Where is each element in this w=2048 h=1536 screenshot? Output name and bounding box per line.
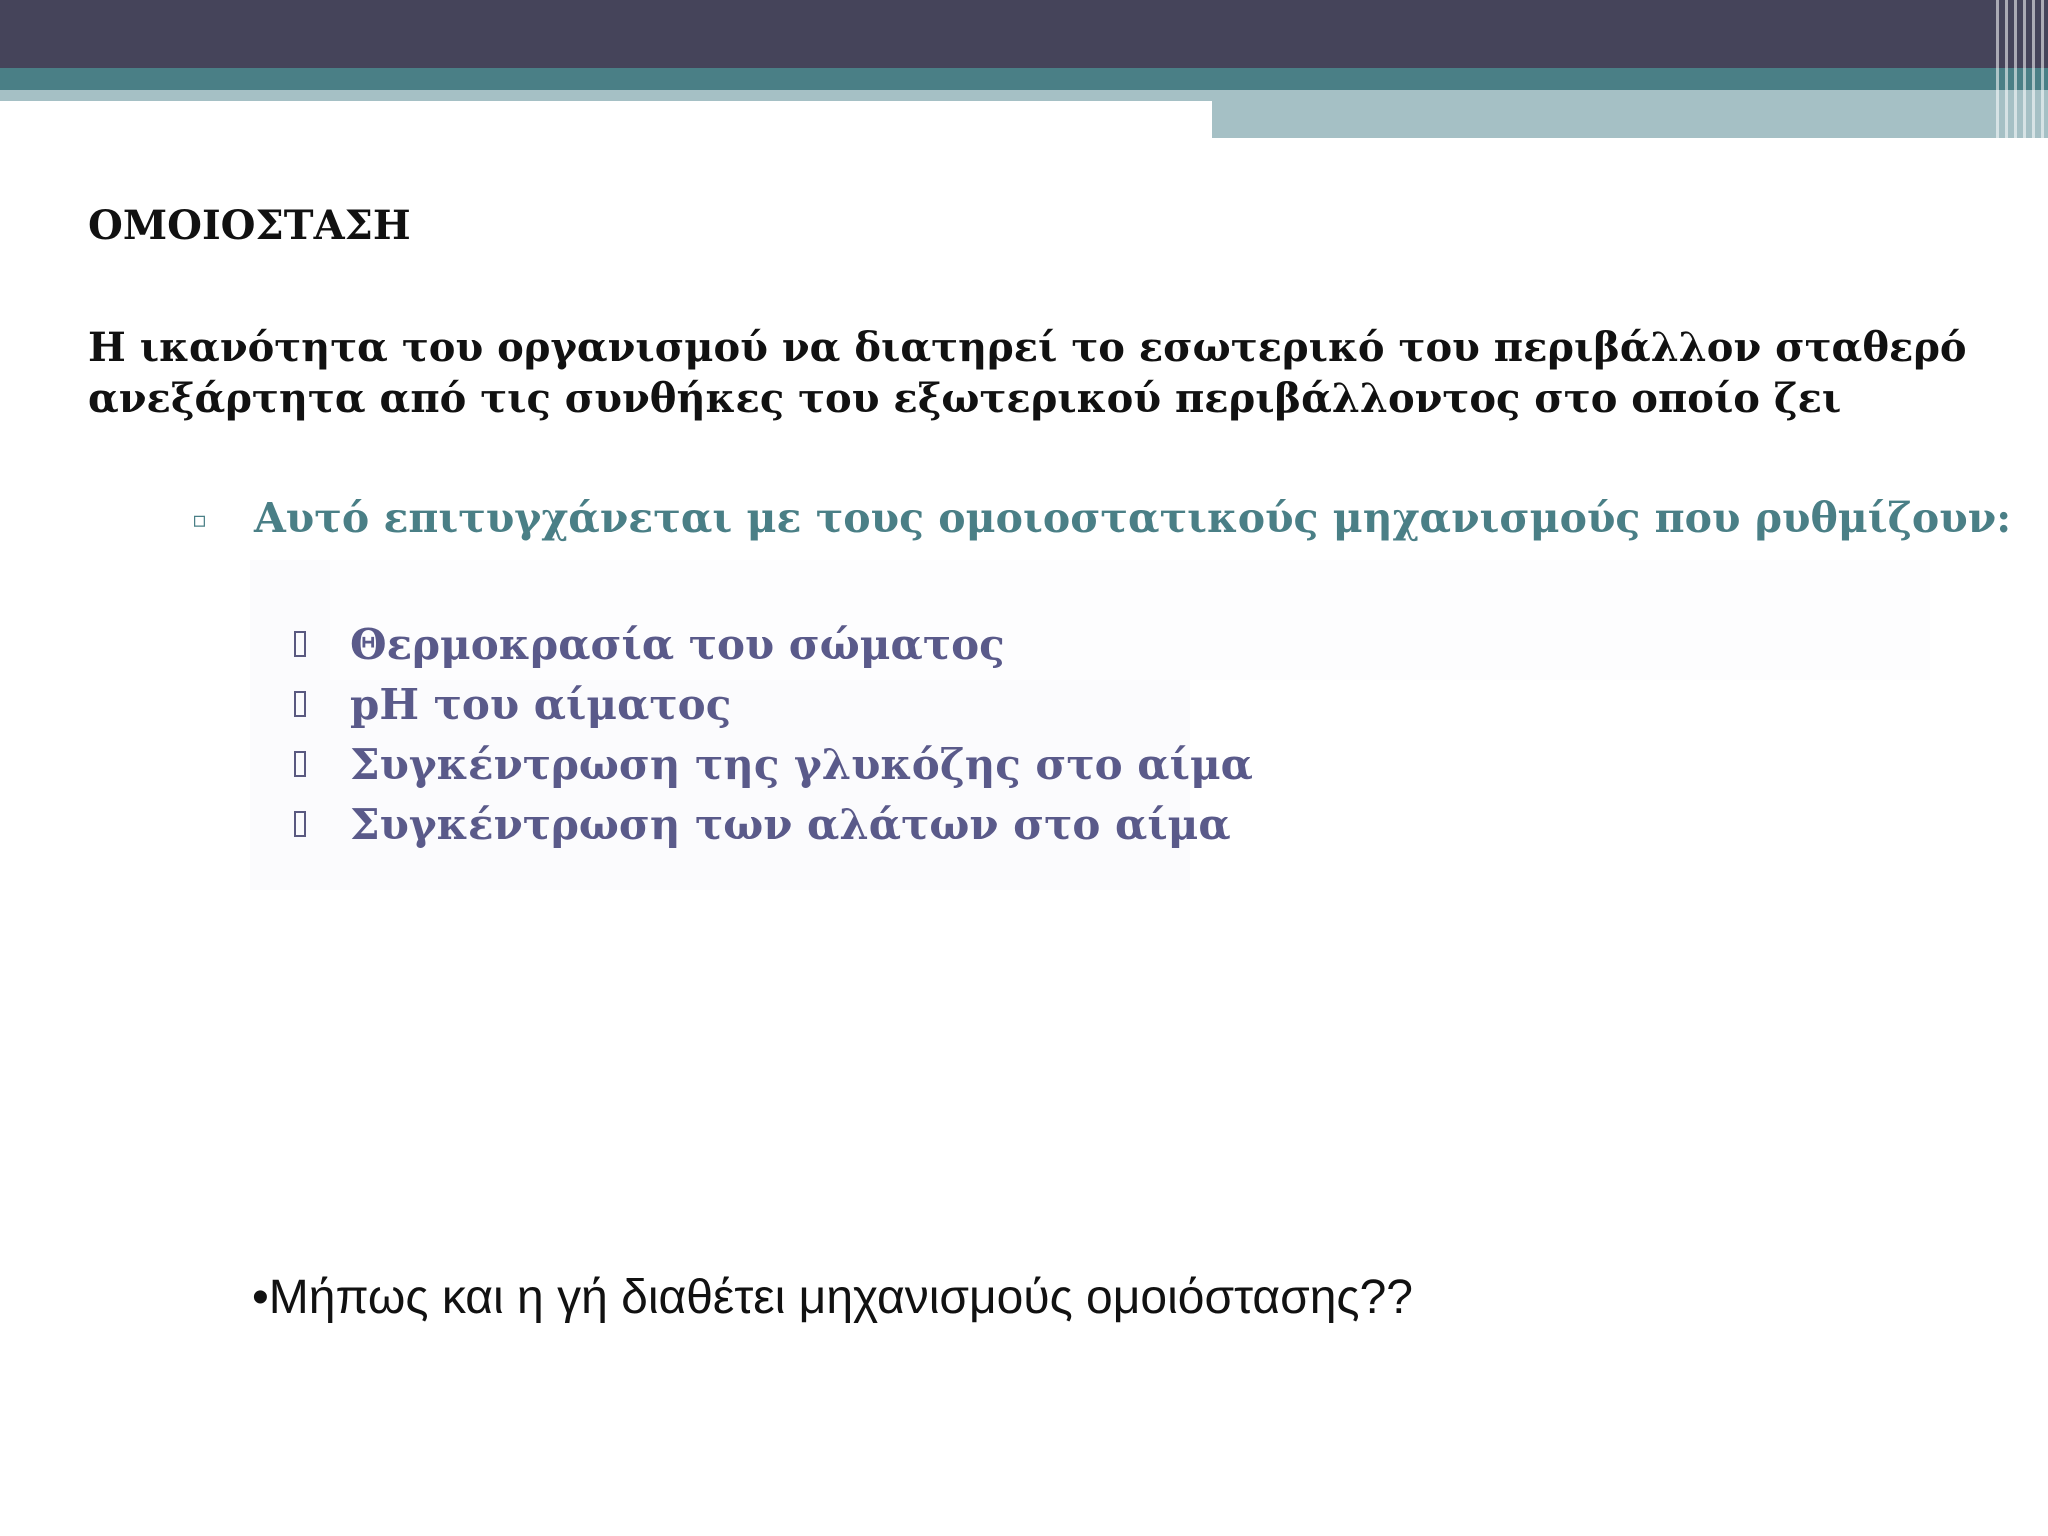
header-dark-bar <box>0 0 2048 68</box>
list-item-label: Θερμοκρασία του σώματος <box>350 619 1005 669</box>
definition-text <box>88 322 1988 424</box>
list-item <box>290 794 1253 854</box>
hollow-square-bullet-icon <box>294 691 306 717</box>
list-item <box>290 614 1253 674</box>
slide-title: ΟΜΟΙΟΣΤΑΣΗ <box>88 202 411 249</box>
definition-line-2: ανεξάρτητα από τις συνθήκες του εξωτερικού περιβάλλοντος στο οποίο ζει <box>88 375 1842 422</box>
square-bullet-icon: ▫ <box>192 508 207 533</box>
hollow-square-bullet-icon <box>294 751 306 777</box>
list-item-label: Συγκέντρωση της γλυκόζης στο αίμα <box>350 739 1253 789</box>
hollow-square-bullet-icon <box>294 631 306 657</box>
header-teal-band <box>0 68 2048 90</box>
header-light-band-right <box>1212 90 2048 138</box>
list-item <box>290 674 1253 734</box>
regulated-items-list <box>290 614 1253 854</box>
list-item-label: pH του αίματος <box>350 679 732 729</box>
hollow-square-bullet-icon <box>294 811 306 837</box>
definition-line-1: Η ικανότητα του οργανισμού να διατηρεί το εσωτερικό του περιβάλλον σταθερό <box>88 324 1967 371</box>
mechanisms-intro: Αυτό επιτυγχάνεται με τους ομοιοστατικούς μηχανισμούς που ρυθμίζουν: <box>254 494 2012 542</box>
list-item-label: Συγκέντρωση των αλάτων στο αίμα <box>350 799 1231 849</box>
header-light-band-left <box>0 90 1212 101</box>
closing-question: •Μήπως και η γή διαθέτει μηχανισμούς ομοιόστασης?? <box>252 1271 1413 1324</box>
header-edge-stripes <box>1990 0 2048 140</box>
list-item <box>290 734 1253 794</box>
